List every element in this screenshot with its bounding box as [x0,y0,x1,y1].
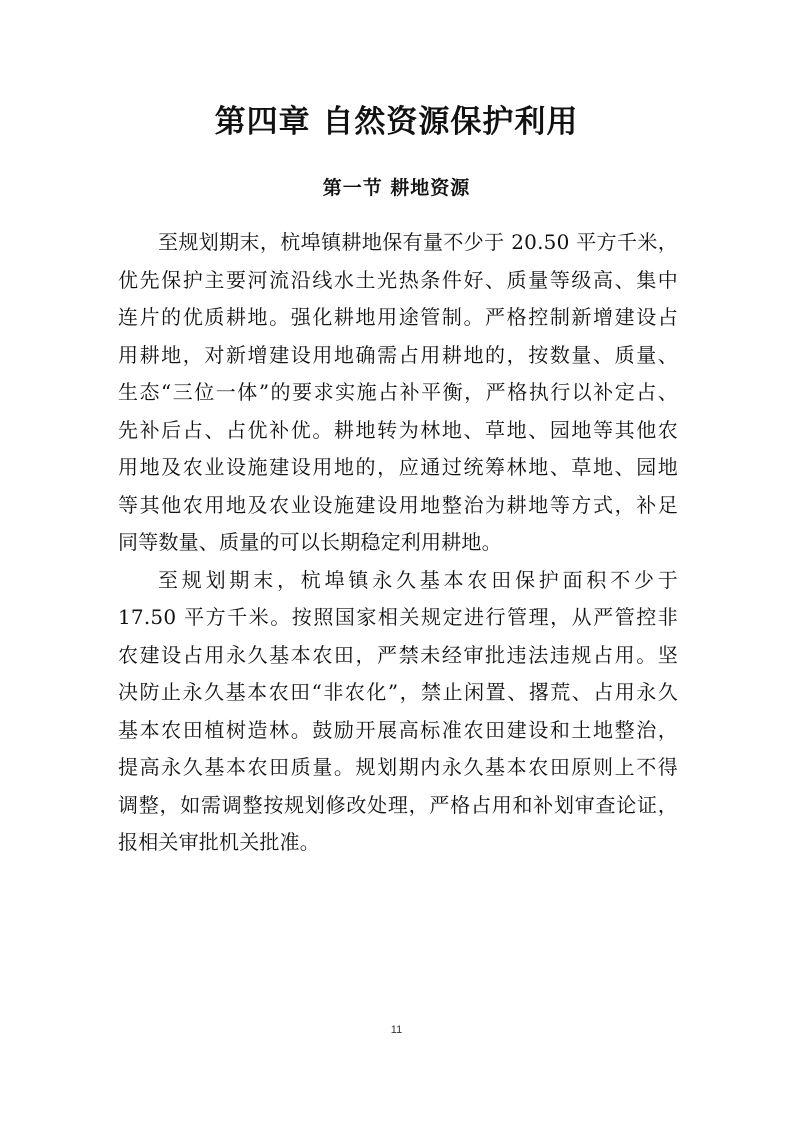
section-title: 第一节 耕地资源 [322,177,471,199]
page-number: 11 [390,1024,403,1036]
paragraph-farmland-retention [118,224,678,562]
paragraph-line: 用地及农业设施建设用地的，应通过统筹林地、草地、园地 [118,455,678,479]
paragraph-line: 农建设占用永久基本农田，严禁未经审批违法违规占用。坚 [118,642,678,667]
chapter-title: 第四章 自然资源保护利用 [214,104,579,140]
paragraph-line: 用耕地，对新增建设用地确需占用耕地的，按数量、质量、 [118,342,678,367]
paragraph-line: 等其他农用地及农业设施建设用地整治为耕地等方式，补足 [118,492,678,517]
paragraph-line: 决防止永久基本农田“非农化”，禁止闲置、撂荒、占用永久 [118,680,678,704]
paragraph-line: 先补后占、占优补优。耕地转为林地、草地、园地等其他农 [118,417,678,442]
paragraph-line: 生态“三位一体”的要求实施占补平衡，严格执行以补定占、 [118,380,678,404]
paragraph-line: 17.50 平方千米。按照国家相关规定进行管理，从严管控非 [118,605,678,629]
paragraph-line: 调整，如需调整按规划修改处理，严格占用和补划审查论证， [118,792,678,817]
paragraph-line: 报相关审批机关批准。 [118,830,320,854]
paragraph-line: 至规划期末，杭埠镇耕地保有量不少于 20.50 平方千米， [158,230,678,254]
paragraph-line: 提高永久基本农田质量。规划期内永久基本农田原则上不得 [118,755,678,779]
paragraph-line: 基本农田植树造林。鼓励开展高标准农田建设和土地整治， [118,717,678,742]
paragraph-line: 优先保护主要河流沿线水土光热条件好、质量等级高、集中 [118,267,678,292]
paragraph-basic-farmland [118,562,678,862]
paragraph-line: 至规划期末，杭埠镇永久基本农田保护面积不少于 [158,567,678,592]
paragraph-line: 连片的优质耕地。强化耕地用途管制。严格控制新增建设占 [118,305,678,329]
paragraph-line: 同等数量、质量的可以长期稳定利用耕地。 [118,530,502,554]
body-text [118,224,678,862]
